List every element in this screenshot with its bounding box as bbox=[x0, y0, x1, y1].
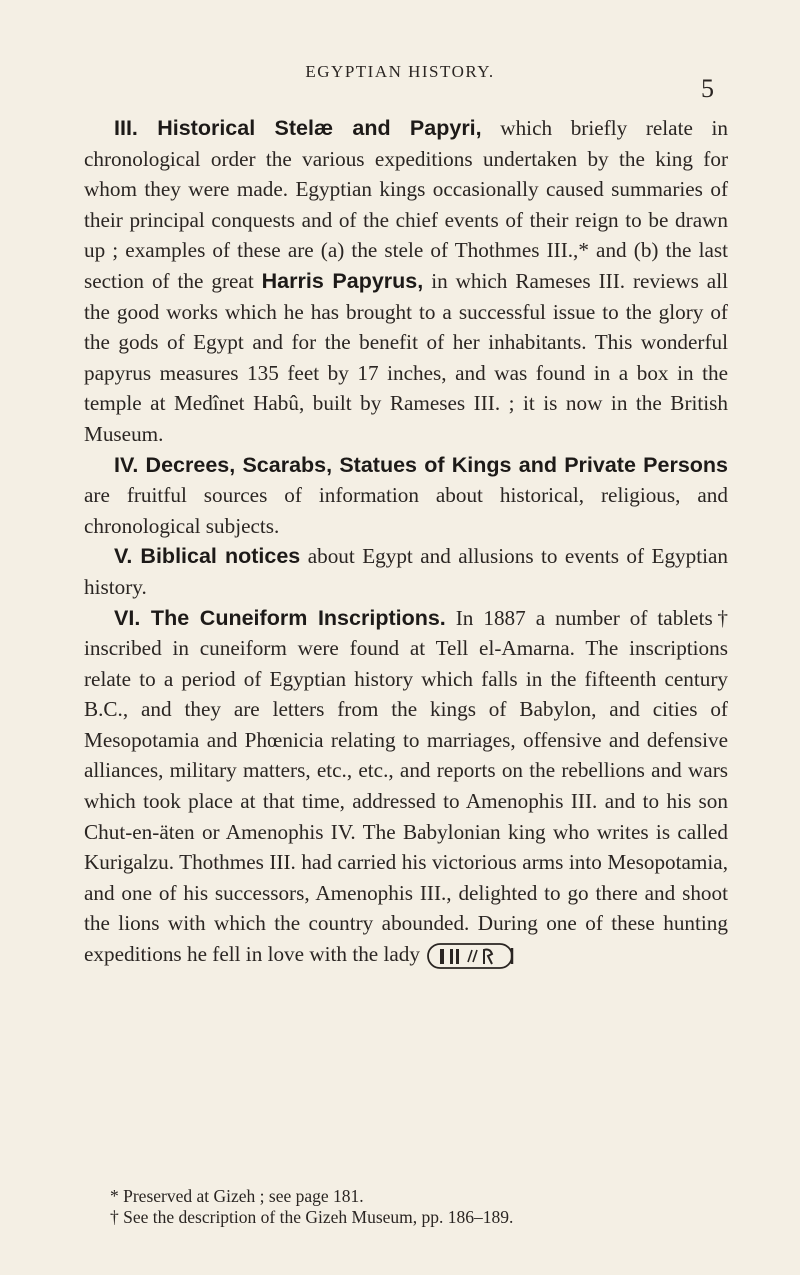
running-head: EGYPTIAN HISTORY. bbox=[305, 62, 495, 81]
heading-biblical: V. Biblical notices bbox=[114, 544, 301, 569]
text-cuneiform: In 1887 a number of tablets† inscribed in cuneiform were found at Tell el-Amarna. The inscriptions relate to a period of Egyptian history which falls in the fifteenth century B.C., and they are letters from the kings of Babylon, and cities of Mesopotamia and Phœnicia relating to marriages, offensive and defensive alliances, military matters, etc., etc., and reports on the rebellions and wars which took place at that time, addressed to Amenophis III. and to his son Chut-en-äten or Amenophis IV. The Babylonian king who writes is called Kurigalzu. Thothmes III. had carried his victorious arms into Mesopotamia, and one of his successors, Amenophis III., delighted to go there and shoot the lions with which the country abounded. During one of these hunting expeditions he fell in love with the lady bbox=[84, 605, 728, 967]
text-harris-papyrus: in which Rameses III. reviews all the good works which he has brought to a successful issue to the glory of the gods of Egypt and for the benefit of her inhabitants. This wonderful papyrus measures 135 feet by 17 inches, and was found in a box in the temple at Medînet Habû, built by Rameses III. ; it is now in the British Museum. bbox=[84, 268, 728, 446]
text-decrees: are fruitful sources of information about historical, religious, and chronological subjects. bbox=[84, 483, 728, 538]
footnotes bbox=[110, 1186, 750, 1228]
footnote-2: † See the description of the Gizeh Museum, pp. 186–189. bbox=[110, 1207, 514, 1227]
text-historical-stelae: which briefly relate in chronological order the various expeditions undertaken by the king for whom they were made. Egyptian kings occasionally caused summaries of their principal conquests and of the chief events of their reign to be drawn up ; examples of these are (a) the stele of Thothmes III.,* and (b) the last section of the great bbox=[84, 116, 728, 293]
hieroglyph-cartouche-icon bbox=[426, 942, 514, 970]
body-text bbox=[84, 113, 728, 970]
footnote-1: * Preserved at Gizeh ; see page 181. bbox=[110, 1186, 364, 1206]
heading-cuneiform: VI. The Cuneiform Inscriptions. bbox=[114, 605, 446, 630]
heading-historical-stelae: III. Historical Stelæ and Papyri, bbox=[114, 116, 482, 140]
page-number: 5 bbox=[701, 74, 714, 103]
heading-decrees: IV. Decrees, Scarabs, Statues of Kings and Private Persons bbox=[114, 452, 728, 477]
text-biblical: about Egypt and allusions to events of Egyptian history. bbox=[84, 544, 728, 599]
paragraph-historical-stelae bbox=[84, 113, 728, 450]
paragraph-cuneiform bbox=[84, 603, 728, 971]
paragraph-decrees bbox=[84, 450, 728, 542]
heading-harris-papyrus: Harris Papyrus, bbox=[261, 268, 424, 293]
paragraph-biblical bbox=[84, 541, 728, 602]
